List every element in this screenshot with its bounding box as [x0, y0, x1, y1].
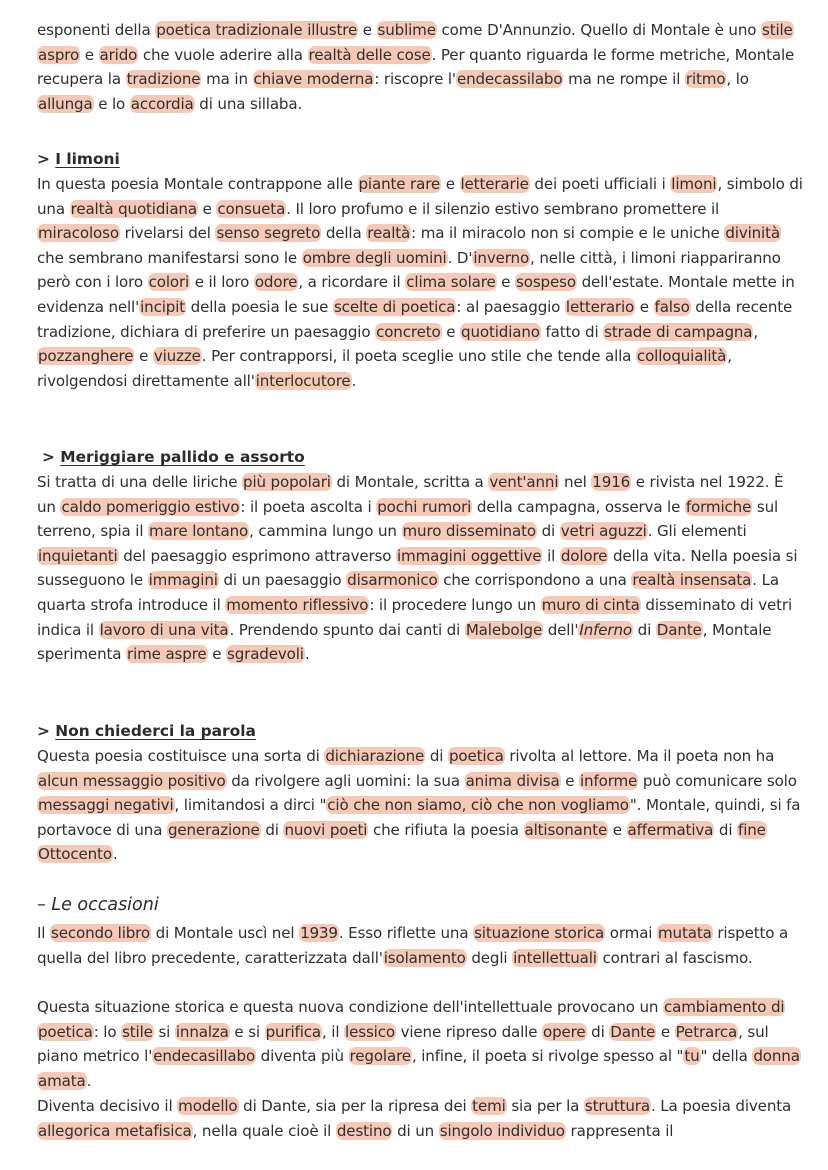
text-run: . [112, 845, 118, 864]
text-run: che corrispondono a una [438, 571, 632, 590]
highlighted-term: interlocutore [255, 371, 351, 390]
text-run: della recente tradizione, dichiara di preferire un paesaggio [37, 297, 793, 341]
text-run: Questa situazione storica e questa nuova condizione dell'intellettuale provocano un [37, 998, 663, 1016]
highlighted-term: dolore [560, 546, 608, 565]
highlighted-term: immagini oggettive [397, 546, 542, 565]
highlighted-term: piante rare [358, 175, 441, 193]
text-run: . Per quanto riguarda le forme metriche, Montale recupera la [37, 45, 795, 89]
text-run: , simbolo di una [37, 175, 803, 218]
text-run: nel [559, 473, 592, 491]
text-run: , sul piano metrico l' [37, 1022, 769, 1066]
highlighted-term: dichiarazione [325, 747, 425, 765]
text-run: di un [392, 1121, 439, 1140]
highlighted-term: momento riflessivo [226, 595, 369, 614]
text-run: . Esso riflette una [338, 924, 474, 942]
text-run: di [714, 820, 738, 839]
highlighted-term: realtà insensata [632, 571, 752, 590]
text-run: di [586, 1022, 610, 1041]
highlighted-term: secondo libro [51, 924, 150, 942]
text-run: , lo [726, 70, 749, 89]
highlighted-term: letterario [565, 297, 635, 316]
text-run: della poesia le sue [186, 297, 333, 316]
highlighted-term: lessico [345, 1022, 395, 1041]
highlighted-term: senso segreto [216, 224, 321, 243]
highlighted-term: sublime [377, 21, 436, 39]
highlighted-term: endecassilabo [456, 70, 563, 89]
highlighted-term: letterarie [460, 175, 529, 193]
text-run: Diventa decisivo il [37, 1097, 178, 1115]
highlighted-term: strade di campagna [604, 322, 753, 341]
text-run: : ma il miracolo non si compie e le uniche [411, 224, 725, 243]
highlighted-term: caldo pomeriggio estivo [61, 497, 240, 516]
text-run: e [496, 273, 516, 292]
text-run: In questa poesia Montale contrappone alle [37, 175, 358, 193]
text-run: della [321, 224, 367, 243]
highlighted-term: arido [99, 45, 138, 64]
highlighted-term: scelte di poetica [333, 297, 456, 316]
highlighted-term: disarmonico [347, 571, 438, 590]
occasioni-paragraph-2 [37, 995, 804, 1093]
heading-title: Meriggiare pallido e assorto [60, 448, 305, 466]
text-run: disseminato di vetri indica il [37, 595, 792, 639]
highlighted-term: ritmo [685, 70, 726, 89]
text-run: : lo [93, 1022, 122, 1041]
highlighted-term: Malebolge [465, 620, 543, 639]
highlighted-term: accordia [130, 94, 194, 113]
text-run: di [260, 820, 284, 839]
highlighted-term: formiche [685, 497, 752, 516]
highlighted-term: mare lontano [149, 522, 249, 541]
text-run: dell' [543, 620, 579, 639]
text-run: può comunicare solo [638, 771, 797, 790]
text-run: ma ne rompe il [563, 70, 685, 89]
highlighted-term: pochi rumori [377, 497, 472, 516]
highlighted-term: generazione [167, 820, 260, 839]
highlighted-term: affermativa [627, 820, 714, 839]
highlighted-term: limoni [671, 175, 717, 193]
text-run: , [753, 322, 759, 341]
text-run: , nelle città, i limoni riappariranno però con i loro [37, 248, 781, 292]
highlighted-term: nuovi poeti [284, 820, 368, 839]
text-run: dei poeti ufficiali i [529, 175, 671, 193]
text-run: e [656, 1022, 675, 1041]
text-run: e lo [93, 94, 130, 113]
text-run: e si [229, 1022, 265, 1041]
text-run: Si tratta di una delle liriche [37, 473, 243, 491]
highlighted-term: mutata [658, 924, 712, 942]
highlighted-term: poetica [448, 747, 504, 765]
text-run: e [608, 820, 627, 839]
highlighted-term: vent'anni [489, 473, 559, 491]
text-run: Il [37, 924, 50, 942]
highlighted-term: modello [178, 1097, 238, 1115]
text-run: , il [322, 1022, 345, 1041]
highlighted-term: lavoro di una vita [99, 620, 229, 639]
text-run: rappresenta il [565, 1121, 674, 1140]
text-run: e rivista nel 1922. È un [37, 473, 784, 516]
text-run: rivolta al lettore. Ma il poeta non ha [504, 747, 775, 765]
text-run: , Montale sperimenta [37, 620, 772, 664]
highlighted-term: incipit [140, 297, 186, 316]
text-run: di un paesaggio [218, 571, 347, 590]
text-run: sul terreno, spia il [37, 497, 779, 541]
highlighted-term: intellettuali [513, 948, 597, 967]
text-run: che sembrano manifestarsi sono le [37, 248, 302, 267]
text-run: e [635, 297, 654, 316]
highlighted-term: destino [336, 1121, 392, 1140]
occasioni-paragraph-1 [37, 921, 804, 970]
highlighted-term: poetica tradizionale illustre [156, 21, 358, 39]
highlighted-term: donna amata [38, 1047, 800, 1090]
highlighted-term: inquietanti [38, 546, 118, 565]
heading-prefix: > [37, 722, 56, 740]
text-run: . La poesia diventa [650, 1097, 792, 1115]
highlighted-term: Dante [610, 1022, 656, 1041]
highlighted-term: Inferno [579, 620, 632, 639]
highlighted-term: pozzanghere [38, 347, 134, 366]
heading-prefix: > [42, 448, 61, 466]
heading-meriggiare [42, 445, 804, 470]
section-title-occasioni: – Le occasioni [37, 895, 159, 915]
highlighted-term: miracoloso [38, 224, 119, 243]
text-run: , rivolgendosi direttamente all' [37, 347, 732, 390]
heading-title: I limoni [55, 150, 120, 168]
text-run: viene ripreso dalle [395, 1022, 542, 1041]
highlighted-term: 1916 [592, 473, 631, 491]
highlighted-term: 1939 [300, 924, 338, 942]
text-run: e [358, 21, 377, 39]
text-run: . Per contrapporsi, il poeta sceglie uno stile che tende alla [201, 347, 636, 366]
heading-title: Non chiederci la parola [55, 722, 256, 740]
highlighted-term: messaggi negativi [38, 796, 174, 815]
text-run: . Il loro profumo e il silenzio estivo sembrano promettere il [286, 199, 720, 218]
text-run: . [304, 645, 310, 664]
text-run: come D'Annunzio. Quello di Montale è uno [436, 21, 761, 39]
highlighted-term: realtà quotidiana [70, 199, 197, 218]
text-run: e [207, 645, 226, 664]
non-chiederci-paragraph [37, 744, 804, 867]
occasioni-paragraph-3 [37, 1094, 804, 1143]
text-run: , a ricordare il [298, 273, 406, 292]
text-run: fatto di [540, 322, 604, 341]
text-run: . La quarta strofa introduce il [37, 571, 779, 614]
text-run: di [425, 747, 448, 765]
highlighted-term: stile aspro [38, 21, 793, 64]
highlighted-term: singolo individuo [439, 1121, 565, 1140]
text-run: e il loro [190, 273, 254, 292]
highlighted-term: vetri aguzzi [560, 522, 647, 541]
text-run: rispetto a quella del libro precedente, caratterizzata dall' [37, 924, 789, 967]
highlighted-term: purifica [265, 1022, 322, 1041]
highlighted-term: concreto [376, 322, 441, 341]
text-run: della vita. Nella poesia si susseguono le [37, 546, 798, 590]
highlighted-term: più popolari [243, 473, 331, 491]
text-run: e [80, 45, 99, 64]
highlighted-term: immagini [148, 571, 218, 590]
highlighted-term: falso [654, 297, 690, 316]
highlighted-term: Dante [656, 620, 702, 639]
text-run: e [441, 322, 461, 341]
highlighted-term: allunga [38, 94, 93, 113]
highlighted-term: opere [543, 1022, 586, 1041]
text-run: : riscopre l' [374, 70, 456, 89]
text-run: , cammina lungo un [249, 522, 402, 541]
highlighted-term: realtà delle cose [308, 45, 431, 64]
text-run: esponenti della [37, 21, 156, 39]
highlighted-term: cambiamento di poetica [38, 998, 785, 1041]
text-run: si [153, 1022, 175, 1041]
highlighted-term: realtà [367, 224, 411, 243]
highlighted-term: rime aspre [127, 645, 207, 664]
text-run: , infine, il poeta si rivolge spesso al " [411, 1047, 684, 1066]
text-run: . [351, 371, 357, 390]
highlighted-term: tu [684, 1047, 700, 1066]
text-run: ormai [605, 924, 657, 942]
text-run: : al paesaggio [456, 297, 565, 316]
limoni-paragraph [37, 172, 804, 393]
text-run: e [560, 771, 579, 790]
text-run: e [134, 347, 153, 366]
highlighted-term: altisonante [524, 820, 608, 839]
text-run: . D' [447, 248, 473, 267]
highlighted-term: viuzze [153, 347, 201, 366]
highlighted-term: inverno [473, 248, 530, 267]
highlighted-term: alcun messaggio positivo [38, 771, 226, 790]
highlighted-term: colloquialità [636, 347, 727, 366]
text-run: e [441, 175, 460, 193]
highlighted-term: isolamento [383, 948, 466, 967]
text-run: del paesaggio esprimono attraverso [118, 546, 396, 565]
text-run: di Montale uscì nel [151, 924, 300, 942]
heading-prefix: > [37, 150, 56, 168]
highlighted-term: divinità [725, 224, 780, 243]
highlighted-term: struttura [584, 1097, 650, 1115]
highlighted-term: situazione storica [474, 924, 605, 942]
text-run: , nella quale cioè il [192, 1121, 336, 1140]
text-run: : il poeta ascolta i [240, 497, 377, 516]
highlighted-term: endecasillabo [153, 1047, 256, 1066]
highlighted-term: clima solare [406, 273, 496, 292]
text-run: della campagna, osserva le [472, 497, 685, 516]
text-run: , limitandosi a dirci " [174, 796, 327, 815]
highlighted-term: temi [472, 1097, 506, 1115]
text-run: sia per la [506, 1097, 584, 1115]
meriggiare-paragraph [37, 470, 804, 667]
highlighted-term: muro di cinta [541, 595, 640, 614]
text-run: di [536, 522, 560, 541]
highlighted-term: fine Ottocento [38, 820, 766, 864]
highlighted-term: ciò che non siamo, ciò che non vogliamo [327, 796, 629, 815]
text-run: : il procedere lungo un [369, 595, 541, 614]
text-run: e [197, 199, 217, 218]
highlighted-term: anima divisa [465, 771, 560, 790]
text-run: contrari al fascismo. [597, 948, 753, 967]
text-run: diventa più [256, 1047, 349, 1066]
highlighted-term: Petrarca [675, 1022, 738, 1041]
text-run: rivelarsi del [119, 224, 216, 243]
highlighted-term: tradizione [126, 70, 201, 89]
highlighted-term: stile [122, 1022, 153, 1041]
text-run: di Dante, sia per la ripresa dei [238, 1097, 472, 1115]
text-run: che rifiuta la poesia [368, 820, 524, 839]
highlighted-term: ombre degli uomini [302, 248, 447, 267]
text-run: di Montale, scritta a [331, 473, 489, 491]
text-run: che vuole aderire alla [138, 45, 308, 64]
text-run: di una sillaba. [194, 94, 303, 113]
highlighted-term: chiave moderna [253, 70, 374, 89]
text-run: . Prendendo spunto dai canti di [229, 620, 465, 639]
text-run: . [86, 1071, 92, 1090]
highlighted-term: colori [148, 273, 190, 292]
text-run: " della [700, 1047, 753, 1066]
highlighted-term: sospeso [516, 273, 576, 292]
intro-paragraph [37, 18, 804, 116]
text-run: da rivolgere agli uomini: la sua [226, 771, 465, 790]
heading-limoni [37, 147, 804, 172]
text-run: Questa poesia costituisce una sorta di [37, 747, 325, 765]
highlighted-term: regolare [349, 1047, 411, 1066]
heading-non-chiederci [37, 719, 804, 744]
highlighted-term: odore [254, 273, 298, 292]
text-run: di [632, 620, 656, 639]
text-run: dell'estate. Montale mette in evidenza nell' [37, 273, 795, 316]
text-run: ma in [201, 70, 253, 89]
text-run: il [542, 546, 560, 565]
highlighted-term: consueta [217, 199, 286, 218]
text-run: degli [466, 948, 513, 967]
highlighted-term: muro disseminato [402, 522, 536, 541]
text-run: . Gli elementi [647, 522, 747, 541]
text-run: ". Montale, quindi, si fa portavoce di una [37, 796, 801, 839]
highlighted-term: sgradevoli [227, 645, 304, 664]
highlighted-term: informe [580, 771, 638, 790]
highlighted-term: allegorica metafisica [38, 1121, 192, 1140]
highlighted-term: innalza [175, 1022, 229, 1041]
highlighted-term: quotidiano [461, 322, 540, 341]
